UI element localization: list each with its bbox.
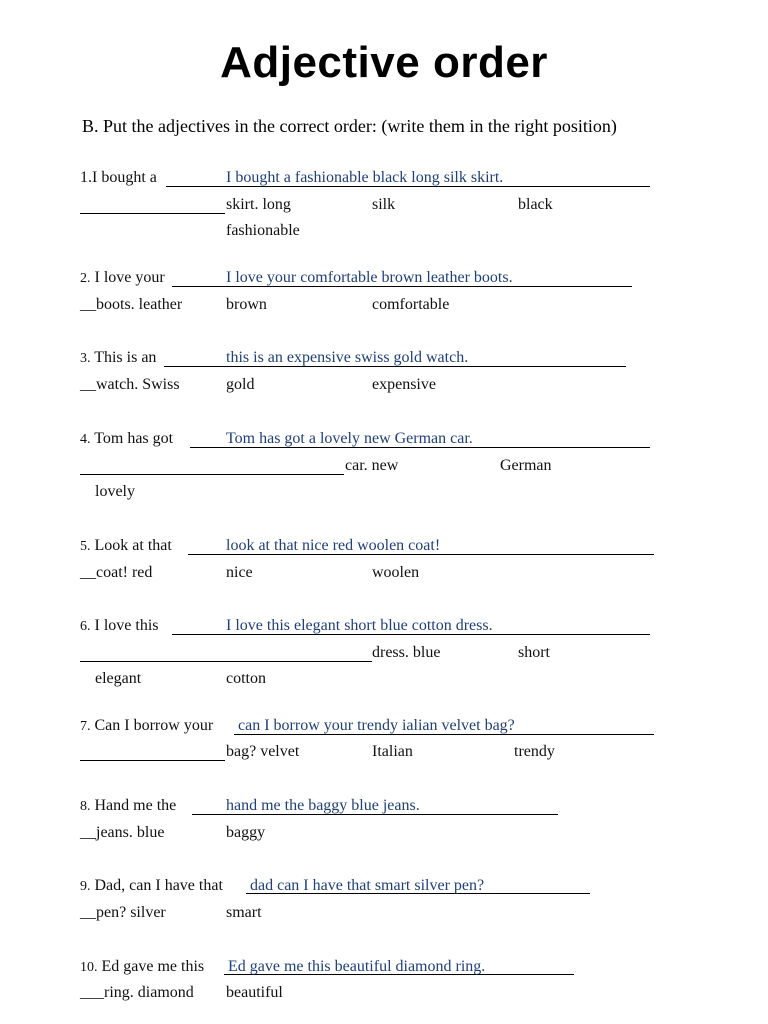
- question-10-prompt: 10. Ed gave me this: [80, 958, 205, 975]
- noun-3: __watch. Swiss: [80, 376, 180, 393]
- word-6-c: cotton: [226, 670, 266, 687]
- question-3-prompt: 3. This is an: [80, 349, 157, 366]
- word-7-a: Italian: [372, 743, 413, 760]
- noun-blank-1: [80, 213, 225, 214]
- noun-blank-4: [80, 474, 344, 475]
- noun-blank-6: [80, 661, 372, 662]
- answer-3: this is an expensive swiss gold watch.: [226, 349, 469, 366]
- question-5-prompt: 5. Look at that: [80, 537, 172, 554]
- answer-2: I love your comfortable brown leather boots.: [226, 269, 513, 286]
- word-3-b: expensive: [372, 376, 436, 393]
- noun-2: __boots. leather: [80, 296, 183, 313]
- answer-5: look at that nice red woolen coat!: [226, 537, 441, 554]
- noun-6: dress. blue: [372, 644, 441, 661]
- noun-blank-7: [80, 760, 225, 761]
- noun-9: __pen? silver: [80, 904, 166, 921]
- word-2-b: comfortable: [372, 296, 450, 313]
- noun-5: __coat! red: [80, 564, 153, 581]
- word-7-b: trendy: [514, 743, 555, 760]
- question-1-prompt: 1.I bought a: [80, 169, 157, 186]
- word-1-b: black: [518, 196, 553, 213]
- word-3-a: gold: [226, 376, 255, 393]
- question-9-prompt: 9. Dad, can I have that: [80, 877, 223, 894]
- answer-1: I bought a fashionable black long silk skirt.: [226, 169, 504, 186]
- answer-4: Tom has got a lovely new German car.: [226, 430, 473, 447]
- word-1-c: fashionable: [226, 222, 300, 239]
- page-title: Adjective order: [220, 38, 548, 87]
- answer-7: can I borrow your trendy ialian velvet bag?: [238, 717, 515, 734]
- word-1-a: silk: [372, 196, 396, 213]
- noun-7: bag? velvet: [226, 743, 300, 760]
- question-7-prompt: 7. Can I borrow your: [80, 717, 214, 734]
- word-6-a: short: [518, 644, 550, 661]
- word-5-a: nice: [226, 564, 253, 581]
- word-4-b: lovely: [95, 483, 135, 500]
- word-10-a: beautiful: [226, 984, 283, 1001]
- word-4-a: German: [500, 457, 552, 474]
- question-2-prompt: 2. I love your: [80, 269, 165, 286]
- noun-1: skirt. long: [226, 196, 291, 213]
- word-9-a: smart: [226, 904, 262, 921]
- question-8-prompt: 8. Hand me the: [80, 797, 177, 814]
- answer-8: hand me the baggy blue jeans.: [226, 797, 420, 814]
- answer-9: dad can I have that smart silver pen?: [250, 877, 485, 894]
- word-2-a: brown: [226, 296, 267, 313]
- noun-8: __jeans. blue: [80, 824, 165, 841]
- word-6-b: elegant: [95, 670, 142, 687]
- answer-10: Ed gave me this beautiful diamond ring.: [228, 958, 486, 975]
- question-4-prompt: 4. Tom has got: [80, 430, 174, 447]
- word-5-b: woolen: [372, 564, 420, 581]
- noun-4: car. new: [345, 457, 399, 474]
- word-8-a: baggy: [226, 824, 266, 841]
- answer-6: I love this elegant short blue cotton dress.: [226, 617, 493, 634]
- question-6-prompt: 6. I love this: [80, 617, 159, 634]
- instructions: B. Put the adjectives in the correct order: (write them in the right position): [82, 116, 617, 136]
- noun-10: ___ring. diamond: [80, 984, 194, 1001]
